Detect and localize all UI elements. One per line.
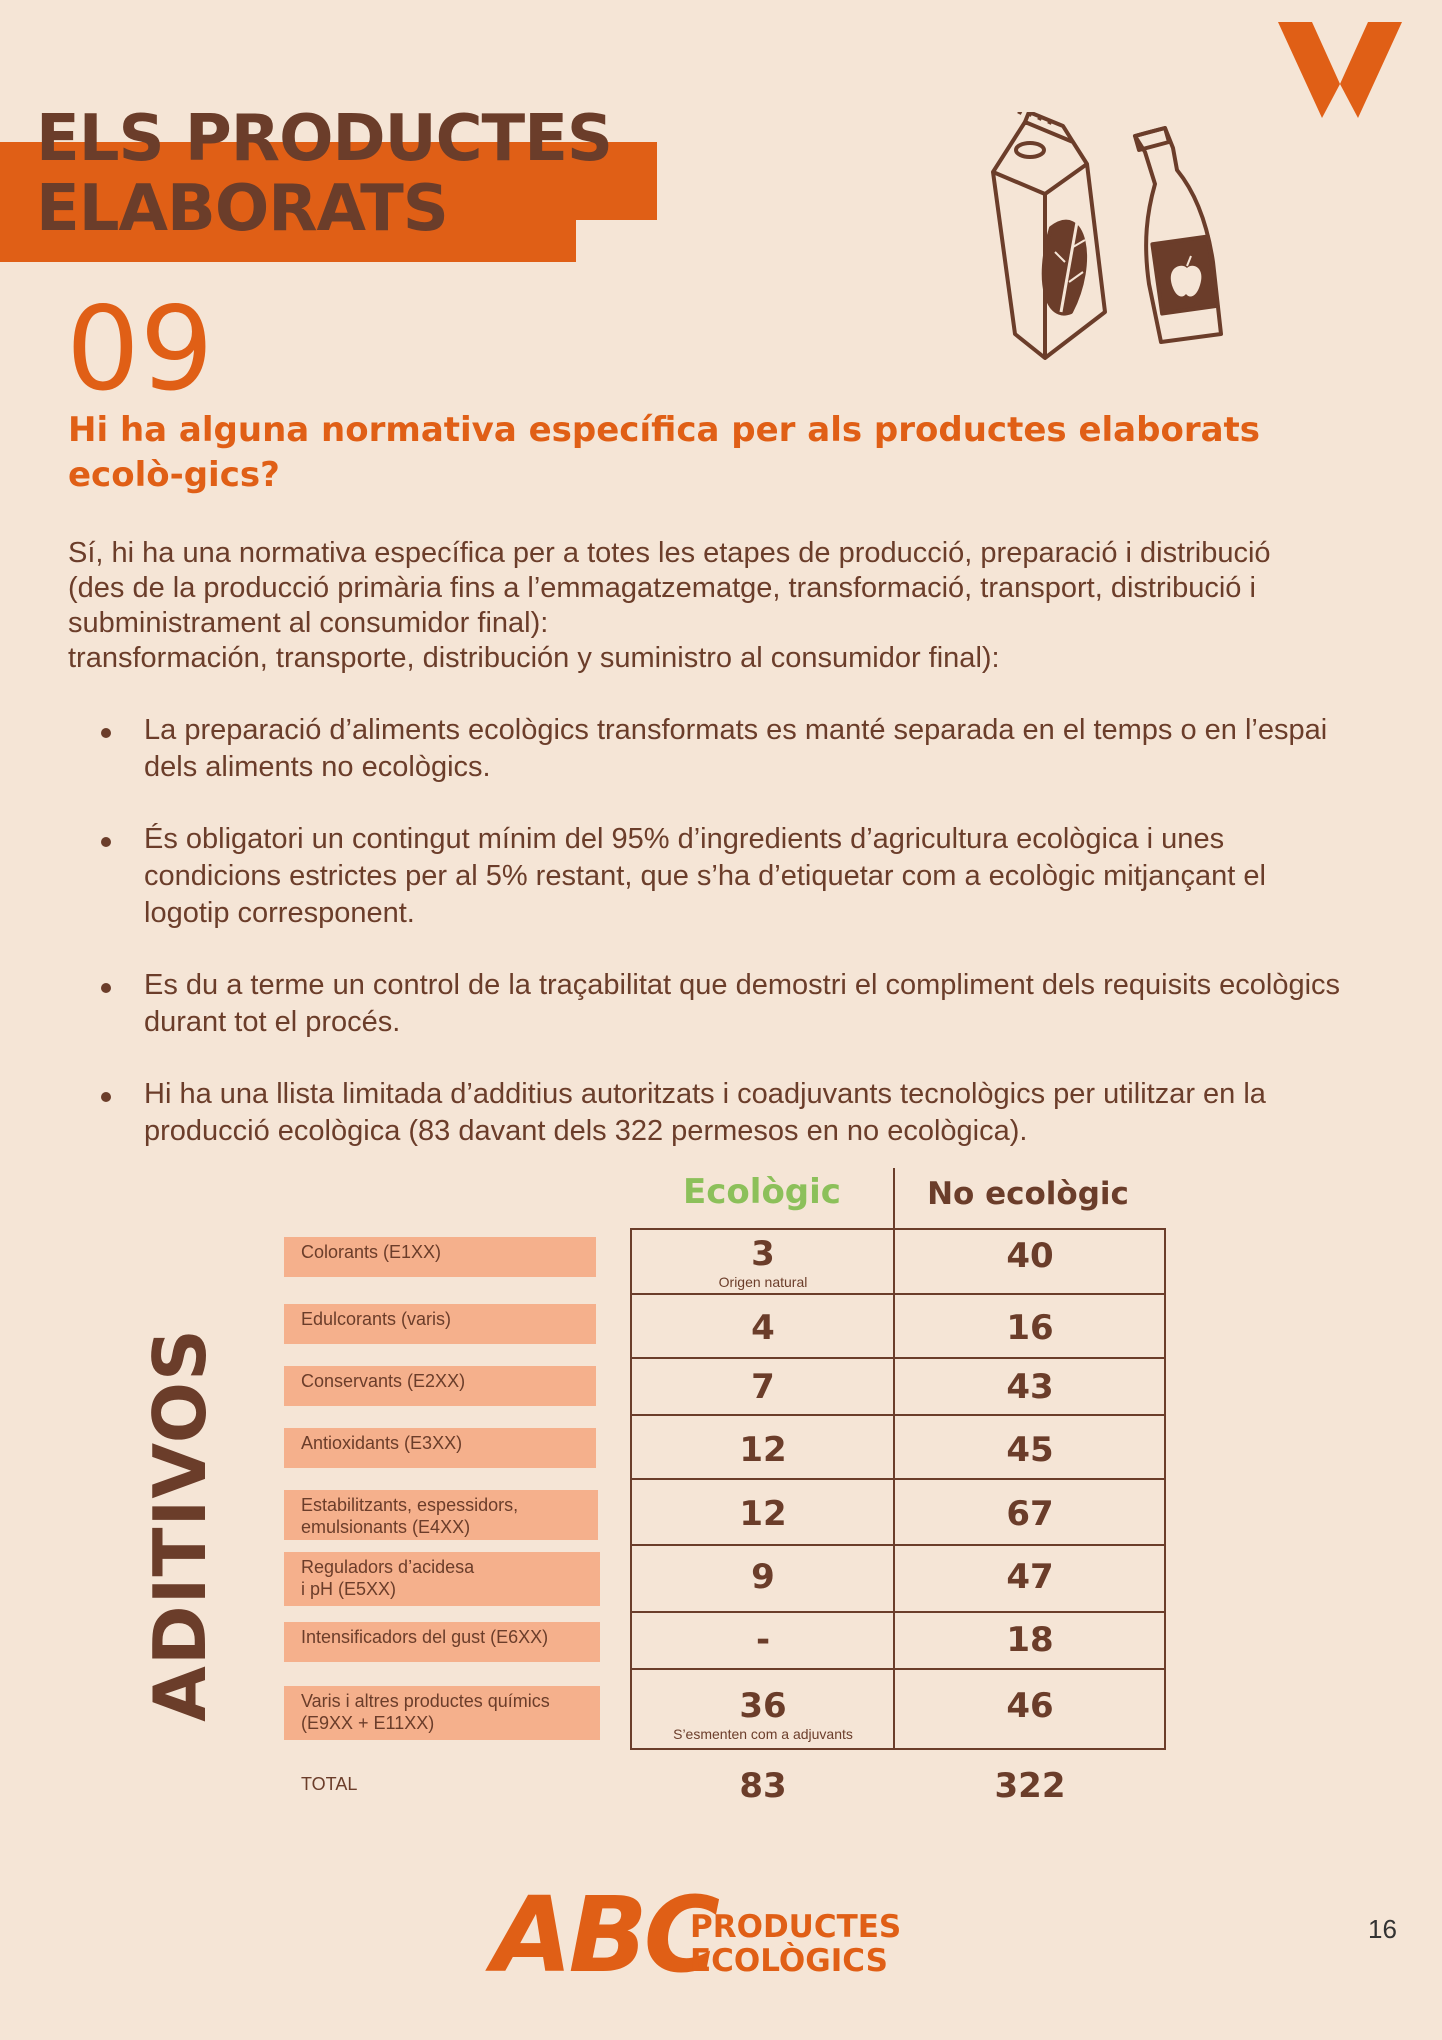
column-header-noeco: No ecològic xyxy=(927,1176,1129,1212)
page-title-line-2: ELABORATS xyxy=(36,172,448,246)
value-noeco: 43 xyxy=(1006,1367,1054,1407)
intro-line: subministrament al consumidor final): xyxy=(68,607,549,639)
value-noeco: 18 xyxy=(1006,1620,1054,1660)
row-label-estabilitzants xyxy=(284,1490,598,1540)
value-noeco: 67 xyxy=(1006,1494,1054,1534)
table-side-label xyxy=(100,1328,260,1722)
row-divider xyxy=(630,1293,1166,1295)
value-eco: - xyxy=(755,1620,771,1660)
carton-and-bottle-illustration-icon xyxy=(985,112,1245,366)
value-noeco: 40 xyxy=(1006,1236,1054,1276)
header-divider xyxy=(893,1168,895,1230)
footer-logo-abc: ABC xyxy=(492,1874,717,1996)
footer-logo-line-1: PRODUCTES xyxy=(690,1909,902,1945)
value-eco: 9 xyxy=(751,1557,775,1597)
total-eco: 83 xyxy=(739,1766,787,1806)
value-eco: 12 xyxy=(739,1494,787,1534)
value-eco: 3 xyxy=(751,1234,775,1274)
table-side-label-text: ADITIVOS xyxy=(138,1328,222,1722)
row-label-colorants xyxy=(284,1237,596,1277)
row-label-text: Antioxidants (E3XX) xyxy=(301,1433,463,1453)
value-noeco: 46 xyxy=(1006,1686,1054,1726)
intro-line: transformación, transporte, distribución y suministro al consumidor final): xyxy=(68,642,1000,674)
row-label-text: Conservants (E2XX) xyxy=(301,1371,466,1391)
value-eco: 4 xyxy=(751,1308,775,1348)
total-noeco: 322 xyxy=(994,1766,1066,1806)
row-label-antioxidants xyxy=(284,1428,596,1468)
row-label-conservants xyxy=(284,1366,596,1406)
bullet-item: Hi ha una llista limitada d’additius autoritzats i coadjuvants tecnològics per utilitzar en la producció ecològica (83 davant dels 322 permesos en no ecològica). xyxy=(96,1076,1356,1150)
table-grid xyxy=(630,1228,1166,1750)
row-divider xyxy=(630,1357,1166,1359)
row-label-text: Estabilitzants, espessidors, xyxy=(301,1495,519,1515)
value-eco: 7 xyxy=(751,1367,775,1407)
intro-line: (des de la producció primària fins a l’emmagatzematge, transformació, transport, distribució i xyxy=(68,572,1256,604)
value-eco: 12 xyxy=(739,1430,787,1470)
bullet-item: La preparació d’aliments ecològics transformats es manté separada en el temps o en l’espai dels aliments no ecològics. xyxy=(96,712,1356,786)
intro-line: Sí, hi ha una normativa específica per a totes les etapes de producció, preparació i distribució xyxy=(68,537,1271,569)
value-eco-note: S’esmenten com a adjuvants xyxy=(673,1726,853,1742)
row-label-varis xyxy=(284,1686,600,1740)
section-number: 09 xyxy=(66,282,214,417)
bullet-list xyxy=(96,712,1356,1185)
row-label-text: i pH (E5XX) xyxy=(301,1579,397,1599)
column-header-eco: Ecològic xyxy=(683,1172,841,1212)
row-label-edulcorants xyxy=(284,1304,596,1344)
value-eco: 36 xyxy=(739,1686,787,1726)
bullet-item: És obligatori un contingut mínim del 95% d’ingredients d’agricultura ecològica i unes condicions estrictes per al 5% restant, que s’ha d’etiquetar com a ecològic mitjançant el logotip corresponent. xyxy=(96,821,1356,932)
total-label: TOTAL xyxy=(301,1774,358,1794)
value-noeco: 16 xyxy=(1006,1308,1054,1348)
bullet-item: Es du a terme un control de la traçabilitat que demostri el compliment dels requisits ecològics durant tot el procés. xyxy=(96,967,1356,1041)
brand-v-logo-icon xyxy=(1278,22,1402,118)
footer-logo-line-2: ECOLÒGICS xyxy=(690,1943,888,1979)
row-divider xyxy=(630,1414,1166,1416)
value-noeco: 47 xyxy=(1006,1557,1054,1597)
row-label-text: Reguladors d’acidesa xyxy=(301,1557,475,1577)
row-label-text: (E9XX + E11XX) xyxy=(301,1713,435,1733)
value-noeco: 45 xyxy=(1006,1430,1054,1470)
page-number: 16 xyxy=(1368,1914,1397,1944)
row-divider xyxy=(630,1478,1166,1480)
page-title-line-1: ELS PRODUCTES xyxy=(36,102,612,176)
column-divider xyxy=(893,1228,895,1750)
row-label-text: Colorants (E1XX) xyxy=(301,1242,442,1262)
page-title xyxy=(36,104,612,244)
footer-logo-text xyxy=(690,1910,901,1978)
value-eco-note: Origen natural xyxy=(718,1274,808,1290)
intro-paragraph xyxy=(68,536,1368,676)
row-divider xyxy=(630,1611,1166,1613)
row-divider xyxy=(630,1544,1166,1546)
row-divider xyxy=(630,1668,1166,1670)
row-label-text: Edulcorants (varis) xyxy=(301,1309,452,1329)
row-label-reguladors xyxy=(284,1552,600,1606)
row-label-text: Intensificadors del gust (E6XX) xyxy=(301,1627,549,1647)
section-question: Hi ha alguna normativa específica per als productes elaborats ecolò-gics? xyxy=(68,410,1261,495)
row-label-intensificadors xyxy=(284,1622,600,1662)
row-label-text: emulsionants (E4XX) xyxy=(301,1517,471,1537)
row-label-text: Varis i altres productes químics xyxy=(301,1691,550,1711)
